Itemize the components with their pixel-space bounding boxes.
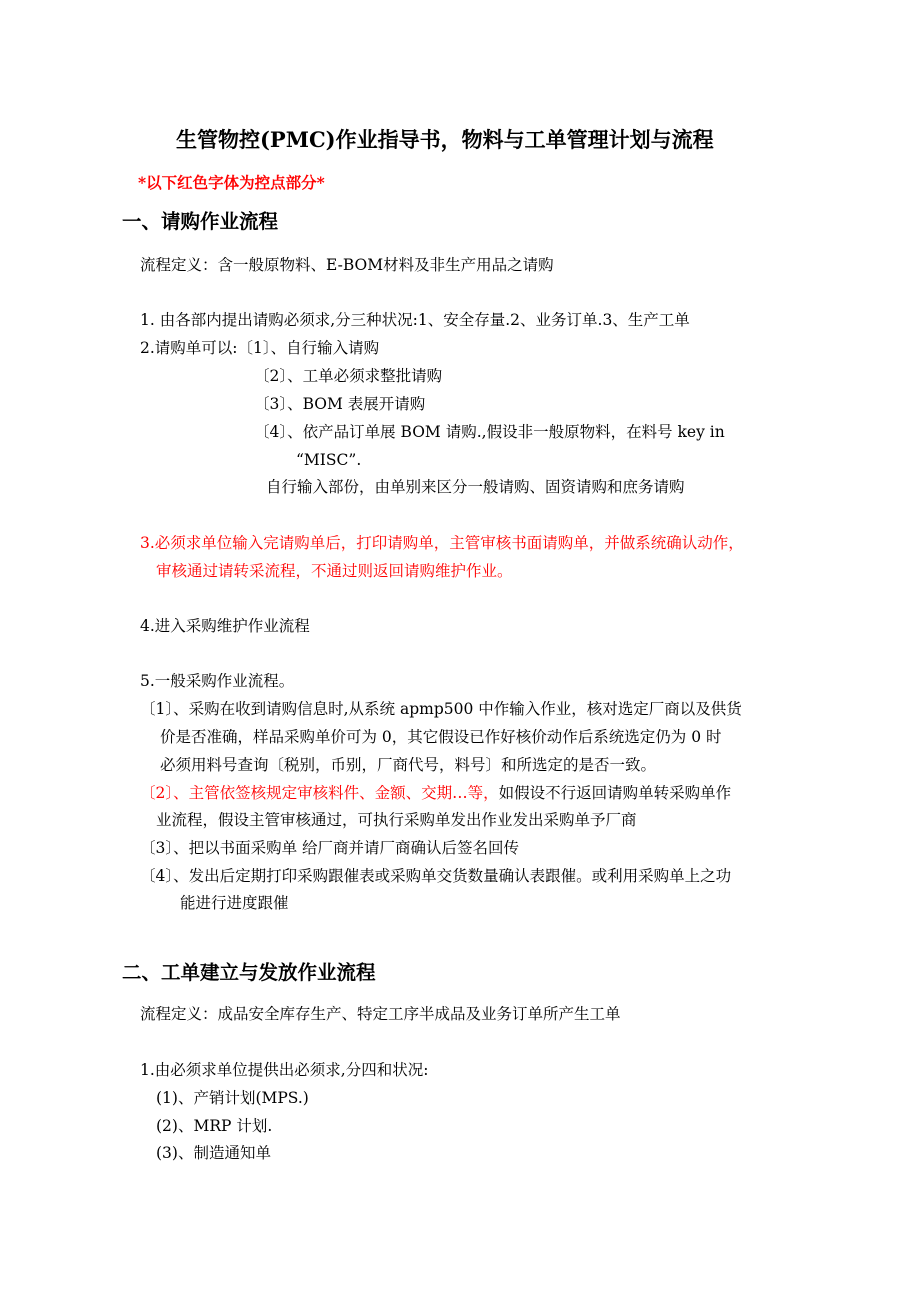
- list-subitem-text: 如假设不行返回请购单转采购单作: [498, 784, 732, 802]
- list-subitem-continuation: 业流程，假设主管审核通过，可执行采购单发出作业发出采购单予厂商: [156, 811, 637, 829]
- document-title: 生管物控(PMC)作业指导书，物料与工单管理计划与流程: [176, 127, 714, 152]
- list-item: 1.由必须求单位提供出必须求,分四和状况:: [140, 1061, 429, 1079]
- list-note: 自行输入部份，由单别来区分一般请购、固资请购和庶务请购: [266, 478, 685, 496]
- list-subitem: (2)、MRP 计划.: [156, 1117, 273, 1135]
- list-subitem-continuation: “MISC”.: [296, 451, 362, 469]
- list-item: 1. 由各部内提出请购必须求,分三种状况:1、安全存量.2、业务订单.3、生产工单: [140, 311, 690, 329]
- list-subitem: 〔3〕、BOM 表展开请购: [254, 395, 426, 413]
- list-subitem: 〔4〕、发出后定期打印采购跟催表或采购单交货数量确认表跟催。或利用采购单上之功: [140, 867, 732, 885]
- list-subitem: 〔4〕、依产品订单展 BOM 请购.,假设非一般原物料，在料号 key in: [254, 423, 725, 441]
- control-point-text: 〔2〕、主管依签核规定审核料件、金额、交期…等，: [140, 784, 499, 802]
- list-item: 4.进入采购维护作业流程: [140, 617, 310, 635]
- list-item: 5.一般采购作业流程。: [140, 672, 295, 690]
- control-point-item: 3.必须求单位输入完请购单后，打印请购单，主管审核书面请购单，并做系统确认动作，: [140, 534, 744, 552]
- section-heading-work-order: 二、工单建立与发放作业流程: [122, 961, 376, 984]
- section-heading-purchase-request: 一、请购作业流程: [122, 210, 279, 233]
- list-item: 2.请购单可以:〔1〕、自行输入请购: [140, 339, 380, 357]
- list-subitem: 〔1〕、采购在收到请购信息时,从系统 apmp500 中作输入作业，核对选定厂商以及供货: [140, 700, 742, 718]
- list-subitem: 〔2〕、工单必须求整批请购: [254, 367, 443, 385]
- list-subitem-continuation: 必须用料号查询〔税别，币别，厂商代号，料号〕和所选定的是否一致。: [160, 756, 657, 774]
- list-subitem: [140, 783, 731, 803]
- process-definition: 流程定义：成品安全库存生产、特定工序半成品及业务订单所产生工单: [140, 1005, 621, 1023]
- list-subitem: (1)、产销计划(MPS.): [156, 1089, 309, 1107]
- list-subitem: (3)、制造通知单: [156, 1144, 271, 1162]
- process-definition: 流程定义：含一般原物料、E-BOM材料及非生产用品之请购: [140, 256, 554, 274]
- list-subitem-continuation: 能进行进度跟催: [180, 894, 289, 912]
- control-point-note: *以下红色字体为控点部分*: [138, 173, 325, 192]
- control-point-item-continuation: 审核通过请转采流程，不通过则返回请购维护作业。: [156, 562, 513, 580]
- list-subitem: 〔3〕、把以书面采购单 给厂商并请厂商确认后签名回传: [140, 839, 520, 857]
- list-subitem-continuation: 价是否准确，样品采购单价可为 0，其它假设已作好核价动作后系统选定仍为 0 时: [160, 728, 722, 746]
